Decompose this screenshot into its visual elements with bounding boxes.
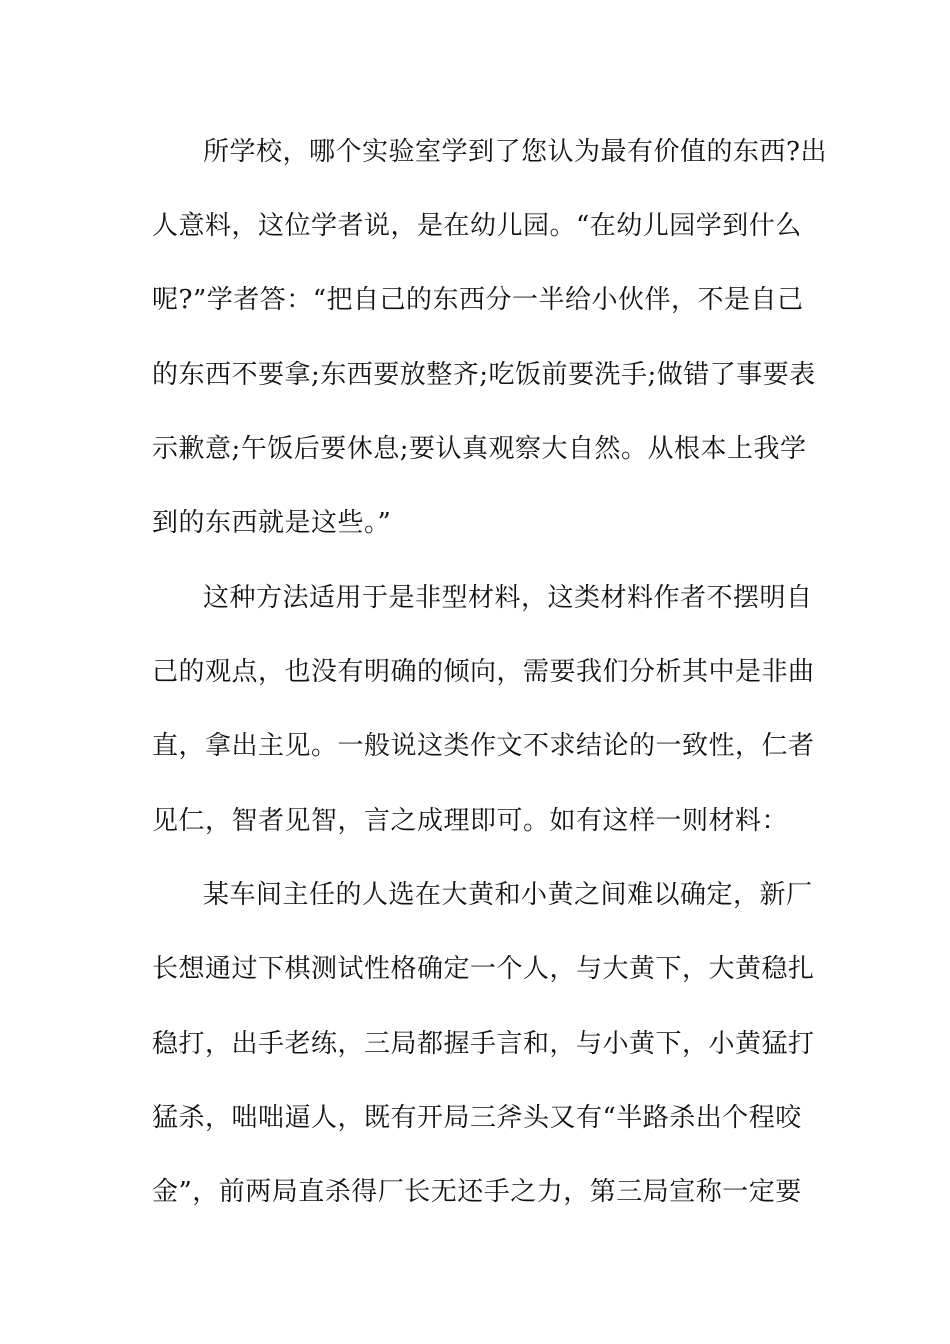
text-line: 呢?”学者答：“把自己的东西分一半给小伙伴，不是自己	[152, 285, 804, 315]
text-line: 见仁，智者见智，言之成理即可。如有这样一则材料：	[152, 806, 789, 836]
text-line: 直，拿出主见。一般说这类作文不求结论的一致性，仁者	[152, 731, 815, 761]
text-line: 人意料，这位学者说，是在幼儿园。“在幼儿园学到什么	[152, 211, 802, 241]
text-line: 示歉意;午饭后要休息;要认真观察大自然。从根本上我学	[152, 434, 807, 464]
text-line: 猛杀，咄咄逼人，既有开局三斧头又有“半路杀出个程咬	[152, 1103, 802, 1133]
text-line: 这种方法适用于是非型材料，这类材料作者不摆明自	[203, 583, 813, 613]
text-line: 金”，前两局直杀得厂长无还手之力，第三局宣称一定要	[152, 1177, 802, 1207]
text-line: 所学校，哪个实验室学到了您认为最有价值的东西?出	[203, 137, 827, 167]
text-line: 到的东西就是这些。”	[152, 508, 392, 538]
text-line: 的东西不要拿;东西要放整齐;吃饭前要洗手;做错了事要表	[152, 360, 816, 390]
text-line: 某车间主任的人选在大黄和小黄之间难以确定，新厂	[203, 880, 813, 910]
text-line: 己的观点，也没有明确的倾向，需要我们分析其中是非曲	[152, 657, 815, 687]
text-line: 长想通过下棋测试性格确定一个人，与大黄下，大黄稳扎	[152, 954, 815, 984]
text-line: 稳打，出手老练，三局都握手言和，与小黄下，小黄猛打	[152, 1029, 815, 1059]
